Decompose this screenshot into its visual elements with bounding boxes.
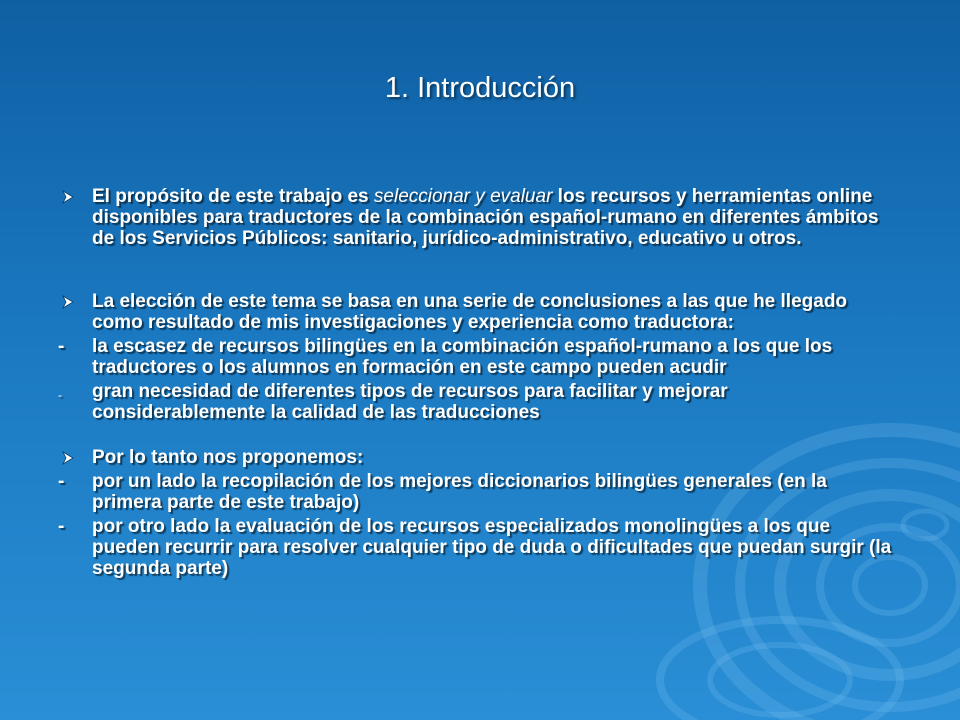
bullet-choice <box>58 291 898 333</box>
slide-body <box>58 186 898 579</box>
purpose-emphasis-evaluate: evaluar <box>490 186 553 207</box>
evaluation-text: por otro lado la evaluación de los recursos especializados monolingües a los que pueden recurrir para resolver cualquier tipo de duda o dificultades que puedan surgir (la segunda parte) <box>92 516 892 579</box>
need-text: gran necesidad de diferentes tipos de recursos para facilitar y mejorar considerablemente la calidad de las traducciones <box>92 381 728 423</box>
dash-marker: - <box>58 471 65 492</box>
dash-item-evaluation <box>58 516 898 579</box>
arrow-bullet-icon <box>61 295 75 309</box>
dash-marker: - <box>58 336 65 357</box>
bullet-purpose <box>58 186 898 249</box>
purpose-text-and: y <box>470 186 491 207</box>
dash-marker: - <box>58 516 65 537</box>
goals-text: Por lo tanto nos proponemos: <box>92 447 364 468</box>
scarcity-text: la escasez de recursos bilingües en la combinación español-rumano a los que los traductores o los alumnos en formación en este campo pueden acudir <box>92 336 833 378</box>
dash-item-need <box>58 381 898 423</box>
bullet-goals <box>58 447 898 468</box>
dash-item-dictionaries <box>58 471 898 513</box>
arrow-bullet-icon <box>61 190 75 204</box>
choice-text: La elección de este tema se basa en una serie de conclusiones a las que he llegado como resultado de mis investigaciones y experiencia como traductora: <box>92 291 848 333</box>
slide-title: 1. Introducción <box>384 72 576 104</box>
dash-marker: - <box>58 388 62 402</box>
purpose-text-end: los recursos y herramientas online disponibles para traductores de la combinación español-rumano en diferentes ámbitos de los Servicios Públicos: sanitario, jurídico-administrativo, educativo u otros. <box>92 186 879 249</box>
purpose-text-start: El propósito de este trabajo es <box>92 186 374 207</box>
dash-item-scarcity <box>58 336 898 378</box>
dictionaries-text: por un lado la recopilación de los mejores diccionarios bilingües generales (en la primera parte de este trabajo) <box>92 471 827 513</box>
arrow-bullet-icon <box>61 451 75 465</box>
purpose-emphasis-select: seleccionar <box>373 186 471 207</box>
